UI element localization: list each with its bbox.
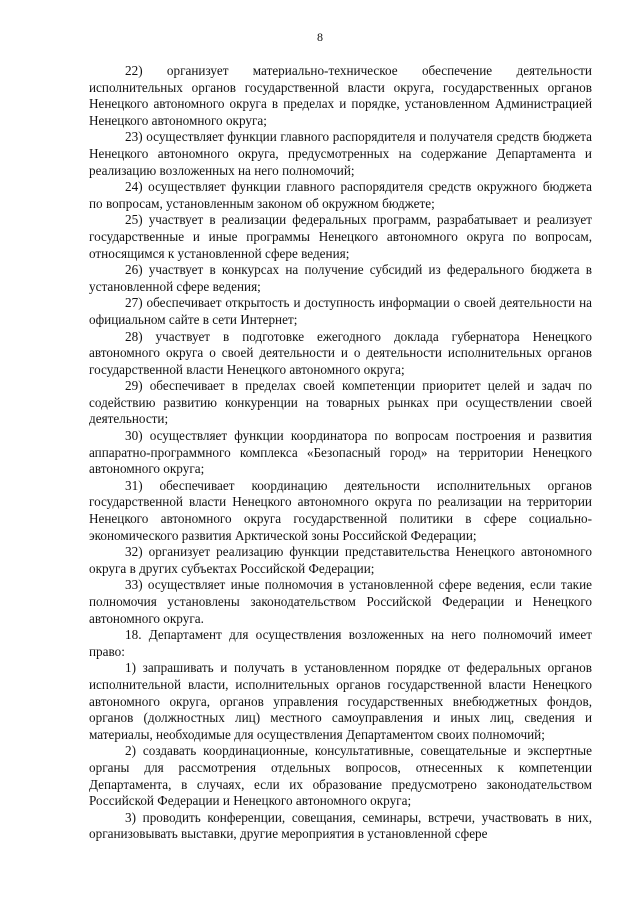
paragraph-item-33: 33) осуществляет иные полномочия в установленной сфере ведения, если такие полномочия установлены законодательством Российской Федерации и Ненецкого автономного округа. [89, 577, 592, 626]
page-number: 8 [317, 30, 323, 44]
paragraph-item-32: 32) организует реализацию функции представительства Ненецкого автономного округа в других субъектах Российской Федерации; [89, 544, 592, 576]
document-body [89, 63, 592, 843]
paragraph-item-26: 26) участвует в конкурсах на получение субсидий из федерального бюджета в установленной сфере ведения; [89, 262, 592, 294]
paragraph-item-29: 29) обеспечивает в пределах своей компетенции приоритет целей и задач по содействию развитию конкуренции на товарных рынках при осуществлении своей деятельности; [89, 378, 592, 427]
paragraph-item-22: 22) организует материально-техническое обеспечение деятельности исполнительных органов государственной власти округа, государственных органов Ненецкого автономного округа в пределах и порядке, установленном Администрацией Ненецкого автономного округа; [89, 63, 592, 128]
paragraph-item-30: 30) осуществляет функции координатора по вопросам построения и развития аппаратно-программного комплекса «Безопасный город» на территории Ненецкого автономного округа; [89, 428, 592, 477]
paragraph-item-25: 25) участвует в реализации федеральных программ, разрабатывает и реализует государственные и иные программы Ненецкого автономного округа по вопросам, относящимся к установленной сфере ведения; [89, 212, 592, 261]
paragraph-item-28: 28) участвует в подготовке ежегодного доклада губернатора Ненецкого автономного округа о своей деятельности и о деятельности исполнительных органов государственной власти Ненецкого автономного округа; [89, 328, 592, 377]
paragraph-item-24: 24) осуществляет функции главного распорядителя средств окружного бюджета по вопросам, установленным законом об окружном бюджете; [89, 179, 592, 211]
paragraph-item-31: 31) обеспечивает координацию деятельности исполнительных органов государственной власти Ненецкого автономного округа по реализации на территории Ненецкого автономного округа государственной политики в сфере социально-экономического развития Арктической зоны Российской Федерации; [89, 477, 592, 543]
paragraph-item-23: 23) осуществляет функции главного распорядителя и получателя средств бюджета Ненецкого автономного округа, предусмотренных на содержание Департамента и реализацию возложенных на него полномочий; [89, 129, 592, 178]
right-item-3: 3) проводить конференции, совещания, семинары, встречи, участвовать в них, организовывать выставки, другие мероприятия в установленной сфере [89, 809, 592, 842]
section-18-heading: 18. Департамент для осуществления возложенных на него полномочий имеет право: [89, 627, 592, 659]
paragraph-item-27: 27) обеспечивает открытость и доступность информации о своей деятельности на официальном сайте в сети Интернет; [89, 295, 592, 327]
right-item-1: 1) запрашивать и получать в установленном порядке от федеральных органов исполнительной власти, исполнительных органов государственной власти Ненецкого автономного округа, органов управления государственных внебюджетных фондов, органов (должностных лиц) местного самоуправления и иных лиц, сведения и материалы, необходимые для осуществления Департаментом своих полномочий; [89, 660, 592, 742]
right-item-2: 2) создавать координационные, консультативные, совещательные и экспертные органы для рассмотрения отдельных вопросов, отнесенных к компетенции Департамента, в случаях, если их образование предусмотрено законодательством Российской Федерации и Ненецкого автономного округа; [89, 743, 592, 809]
